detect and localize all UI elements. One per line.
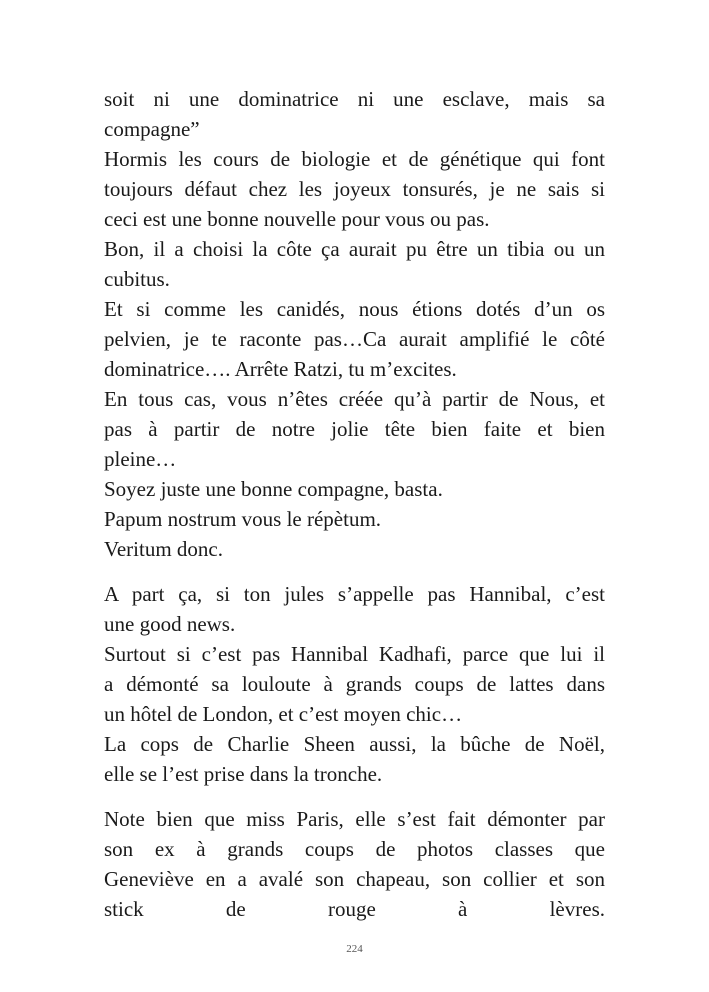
text-line: La cops de Charlie Sheen aussi, la bûche de Noël,: [104, 732, 605, 756]
text-block-1: [104, 84, 605, 564]
text-block-3: [104, 804, 605, 924]
text-line: cubitus.: [104, 267, 170, 291]
page-body: [104, 84, 605, 924]
text-line: elle se l’est prise dans la tronche.: [104, 762, 383, 786]
text-line: Hormis les cours de biologie et de génétique qui font: [104, 147, 605, 171]
text-line: Note bien que miss Paris, elle s’est fait démonter par: [104, 807, 605, 831]
text-line: pelvien, je te raconte pas…Ca aurait amplifié le côté: [104, 327, 605, 351]
text-line: Veritum donc.: [104, 537, 223, 561]
text-line: toujours défaut chez les joyeux tonsurés, je ne sais si: [104, 177, 605, 201]
text-line: a démonté sa louloute à grands coups de lattes dans: [104, 672, 605, 696]
page-number: 224: [346, 943, 363, 955]
text-line: soit ni une dominatrice ni une esclave, mais sa: [104, 87, 605, 111]
text-line: Et si comme les canidés, nous étions dotés d’un os: [104, 297, 605, 321]
text-line: Bon, il a choisi la côte ça aurait pu être un tibia ou un: [104, 237, 605, 261]
text-line: Soyez juste une bonne compagne, basta.: [104, 477, 443, 501]
text-line: compagne”: [104, 117, 200, 141]
text-line: Papum nostrum vous le répètum.: [104, 507, 382, 531]
text-line: stick de rouge à lèvres.: [104, 897, 605, 921]
text-line: A part ça, si ton jules s’appelle pas Hannibal, c’est: [104, 582, 605, 606]
text-line: En tous cas, vous n’êtes créée qu’à partir de Nous, et: [104, 387, 605, 411]
text-line: dominatrice…. Arrête Ratzi, tu m’excites.: [104, 357, 457, 381]
text-line: pas à partir de notre jolie tête bien faite et bien: [104, 417, 605, 441]
text-line: ceci est une bonne nouvelle pour vous ou pas.: [104, 207, 490, 231]
text-line: Surtout si c’est pas Hannibal Kadhafi, parce que lui il: [104, 642, 605, 666]
text-line: une good news.: [104, 612, 236, 636]
text-line: son ex à grands coups de photos classes que: [104, 837, 605, 861]
text-block-2: [104, 579, 605, 789]
paragraph-gap: [104, 789, 605, 804]
paragraph-gap: [104, 564, 605, 579]
text-line: un hôtel de London, et c’est moyen chic…: [104, 702, 463, 726]
text-line: Geneviève en a avalé son chapeau, son collier et son: [104, 867, 605, 891]
text-line: pleine…: [104, 447, 177, 471]
